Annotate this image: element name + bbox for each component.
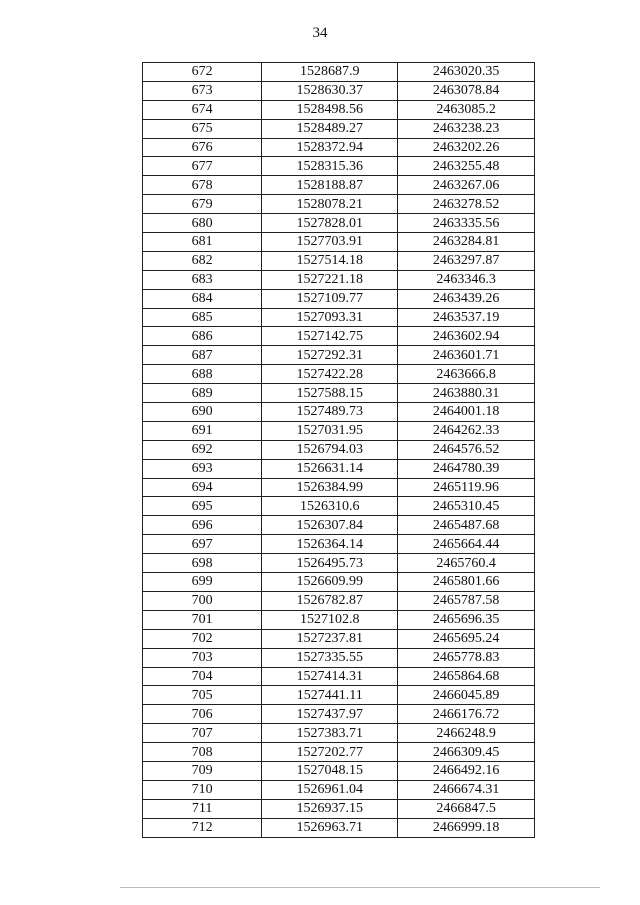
y-coordinate-cell: 2463335.56 — [398, 214, 535, 233]
y-coordinate-cell: 2464780.39 — [398, 459, 535, 478]
table-row — [143, 270, 535, 289]
y-coordinate-cell: 2464001.18 — [398, 403, 535, 422]
y-coordinate-cell: 2466309.45 — [398, 743, 535, 762]
point-number-cell: 697 — [143, 535, 262, 554]
table-row — [143, 743, 535, 762]
y-coordinate-cell: 2464262.33 — [398, 421, 535, 440]
x-coordinate-cell: 1526794.03 — [262, 440, 398, 459]
x-coordinate-cell: 1527048.15 — [262, 761, 398, 780]
y-coordinate-cell: 2463284.81 — [398, 233, 535, 252]
point-number-cell: 706 — [143, 705, 262, 724]
point-number-cell: 693 — [143, 459, 262, 478]
table-row — [143, 535, 535, 554]
table-row — [143, 440, 535, 459]
table-row — [143, 214, 535, 233]
x-coordinate-cell: 1527414.31 — [262, 667, 398, 686]
page-number: 34 — [312, 25, 328, 41]
x-coordinate-cell: 1527588.15 — [262, 384, 398, 403]
table-row — [143, 516, 535, 535]
point-number-cell: 688 — [143, 365, 262, 384]
table-row — [143, 327, 535, 346]
y-coordinate-cell: 2463666.8 — [398, 365, 535, 384]
y-coordinate-cell: 2465778.83 — [398, 648, 535, 667]
y-coordinate-cell: 2464576.52 — [398, 440, 535, 459]
x-coordinate-cell: 1526364.14 — [262, 535, 398, 554]
point-number-cell: 694 — [143, 478, 262, 497]
table-row — [143, 119, 535, 138]
x-coordinate-cell: 1527437.97 — [262, 705, 398, 724]
x-coordinate-cell: 1527142.75 — [262, 327, 398, 346]
x-coordinate-cell: 1526495.73 — [262, 554, 398, 573]
table-row — [143, 176, 535, 195]
point-number-cell: 710 — [143, 780, 262, 799]
x-coordinate-cell: 1527828.01 — [262, 214, 398, 233]
x-coordinate-cell: 1527102.8 — [262, 610, 398, 629]
table-row — [143, 63, 535, 82]
point-number-cell: 674 — [143, 100, 262, 119]
y-coordinate-cell: 2465696.35 — [398, 610, 535, 629]
point-number-cell: 673 — [143, 81, 262, 100]
y-coordinate-cell: 2463238.23 — [398, 119, 535, 138]
table-row — [143, 554, 535, 573]
y-coordinate-cell: 2463537.19 — [398, 308, 535, 327]
table-row — [143, 799, 535, 818]
bottom-divider — [120, 887, 600, 888]
point-number-cell: 681 — [143, 233, 262, 252]
point-number-cell: 709 — [143, 761, 262, 780]
x-coordinate-cell: 1527109.77 — [262, 289, 398, 308]
table-row — [143, 705, 535, 724]
x-coordinate-cell: 1526782.87 — [262, 591, 398, 610]
point-number-cell: 679 — [143, 195, 262, 214]
x-coordinate-cell: 1528315.36 — [262, 157, 398, 176]
x-coordinate-cell: 1527489.73 — [262, 403, 398, 422]
x-coordinate-cell: 1526963.71 — [262, 818, 398, 837]
table-row — [143, 761, 535, 780]
x-coordinate-cell: 1527292.31 — [262, 346, 398, 365]
x-coordinate-cell: 1528489.27 — [262, 119, 398, 138]
y-coordinate-cell: 2463297.87 — [398, 251, 535, 270]
table-row — [143, 818, 535, 837]
table-row — [143, 573, 535, 592]
table-row — [143, 686, 535, 705]
point-number-cell: 684 — [143, 289, 262, 308]
x-coordinate-cell: 1526631.14 — [262, 459, 398, 478]
x-coordinate-cell: 1527221.18 — [262, 270, 398, 289]
x-coordinate-cell: 1528372.94 — [262, 138, 398, 157]
point-number-cell: 700 — [143, 591, 262, 610]
table-row — [143, 478, 535, 497]
table-row — [143, 610, 535, 629]
point-number-cell: 702 — [143, 629, 262, 648]
x-coordinate-cell: 1526307.84 — [262, 516, 398, 535]
table-row — [143, 138, 535, 157]
x-coordinate-cell: 1528630.37 — [262, 81, 398, 100]
point-number-cell: 683 — [143, 270, 262, 289]
y-coordinate-cell: 2466674.31 — [398, 780, 535, 799]
x-coordinate-cell: 1526384.99 — [262, 478, 398, 497]
y-coordinate-cell: 2463085.2 — [398, 100, 535, 119]
point-number-cell: 677 — [143, 157, 262, 176]
table-row — [143, 497, 535, 516]
table-row — [143, 780, 535, 799]
x-coordinate-cell: 1526961.04 — [262, 780, 398, 799]
y-coordinate-cell: 2465487.68 — [398, 516, 535, 535]
point-number-cell: 690 — [143, 403, 262, 422]
table-row — [143, 459, 535, 478]
x-coordinate-cell: 1527335.55 — [262, 648, 398, 667]
x-coordinate-cell: 1527237.81 — [262, 629, 398, 648]
x-coordinate-cell: 1527031.95 — [262, 421, 398, 440]
point-number-cell: 703 — [143, 648, 262, 667]
x-coordinate-cell: 1526310.6 — [262, 497, 398, 516]
point-number-cell: 707 — [143, 724, 262, 743]
point-number-cell: 678 — [143, 176, 262, 195]
x-coordinate-cell: 1528687.9 — [262, 63, 398, 82]
point-number-cell: 704 — [143, 667, 262, 686]
point-number-cell: 680 — [143, 214, 262, 233]
point-number-cell: 696 — [143, 516, 262, 535]
x-coordinate-cell: 1528188.87 — [262, 176, 398, 195]
point-number-cell: 708 — [143, 743, 262, 762]
y-coordinate-cell: 2465695.24 — [398, 629, 535, 648]
x-coordinate-cell: 1527202.77 — [262, 743, 398, 762]
y-coordinate-cell: 2465119.96 — [398, 478, 535, 497]
y-coordinate-cell: 2466248.9 — [398, 724, 535, 743]
y-coordinate-cell: 2463255.48 — [398, 157, 535, 176]
y-coordinate-cell: 2465801.66 — [398, 573, 535, 592]
x-coordinate-cell: 1527514.18 — [262, 251, 398, 270]
point-number-cell: 711 — [143, 799, 262, 818]
table-row — [143, 724, 535, 743]
table-row — [143, 629, 535, 648]
table-row — [143, 100, 535, 119]
x-coordinate-cell: 1526609.99 — [262, 573, 398, 592]
point-number-cell: 685 — [143, 308, 262, 327]
table-row — [143, 308, 535, 327]
table-row — [143, 403, 535, 422]
y-coordinate-cell: 2463078.84 — [398, 81, 535, 100]
table-row — [143, 648, 535, 667]
x-coordinate-cell: 1527093.31 — [262, 308, 398, 327]
point-number-cell: 705 — [143, 686, 262, 705]
y-coordinate-cell: 2466045.89 — [398, 686, 535, 705]
y-coordinate-cell: 2463880.31 — [398, 384, 535, 403]
x-coordinate-cell: 1527703.91 — [262, 233, 398, 252]
table-row — [143, 346, 535, 365]
table-row — [143, 421, 535, 440]
point-number-cell: 686 — [143, 327, 262, 346]
x-coordinate-cell: 1527441.11 — [262, 686, 398, 705]
table-row — [143, 289, 535, 308]
point-number-cell: 676 — [143, 138, 262, 157]
point-number-cell: 687 — [143, 346, 262, 365]
y-coordinate-cell: 2465760.4 — [398, 554, 535, 573]
x-coordinate-cell: 1527383.71 — [262, 724, 398, 743]
table-row — [143, 365, 535, 384]
y-coordinate-cell: 2463346.3 — [398, 270, 535, 289]
coordinates-table-body — [143, 63, 535, 838]
x-coordinate-cell: 1528498.56 — [262, 100, 398, 119]
point-number-cell: 701 — [143, 610, 262, 629]
x-coordinate-cell: 1527422.28 — [262, 365, 398, 384]
y-coordinate-cell: 2466999.18 — [398, 818, 535, 837]
table-row — [143, 591, 535, 610]
x-coordinate-cell: 1528078.21 — [262, 195, 398, 214]
point-number-cell: 695 — [143, 497, 262, 516]
y-coordinate-cell: 2463439.26 — [398, 289, 535, 308]
y-coordinate-cell: 2463601.71 — [398, 346, 535, 365]
y-coordinate-cell: 2465864.68 — [398, 667, 535, 686]
y-coordinate-cell: 2466847.5 — [398, 799, 535, 818]
table-row — [143, 81, 535, 100]
table-row — [143, 195, 535, 214]
y-coordinate-cell: 2466176.72 — [398, 705, 535, 724]
point-number-cell: 691 — [143, 421, 262, 440]
y-coordinate-cell: 2465787.58 — [398, 591, 535, 610]
table-row — [143, 233, 535, 252]
point-number-cell: 692 — [143, 440, 262, 459]
x-coordinate-cell: 1526937.15 — [262, 799, 398, 818]
point-number-cell: 682 — [143, 251, 262, 270]
point-number-cell: 689 — [143, 384, 262, 403]
table-row — [143, 667, 535, 686]
coordinates-table — [142, 62, 535, 838]
point-number-cell: 672 — [143, 63, 262, 82]
y-coordinate-cell: 2463267.06 — [398, 176, 535, 195]
y-coordinate-cell: 2465664.44 — [398, 535, 535, 554]
point-number-cell: 712 — [143, 818, 262, 837]
y-coordinate-cell: 2463020.35 — [398, 63, 535, 82]
y-coordinate-cell: 2463202.26 — [398, 138, 535, 157]
y-coordinate-cell: 2465310.45 — [398, 497, 535, 516]
table-row — [143, 157, 535, 176]
y-coordinate-cell: 2463602.94 — [398, 327, 535, 346]
point-number-cell: 698 — [143, 554, 262, 573]
table-row — [143, 251, 535, 270]
y-coordinate-cell: 2466492.16 — [398, 761, 535, 780]
point-number-cell: 699 — [143, 573, 262, 592]
point-number-cell: 675 — [143, 119, 262, 138]
y-coordinate-cell: 2463278.52 — [398, 195, 535, 214]
table-row — [143, 384, 535, 403]
